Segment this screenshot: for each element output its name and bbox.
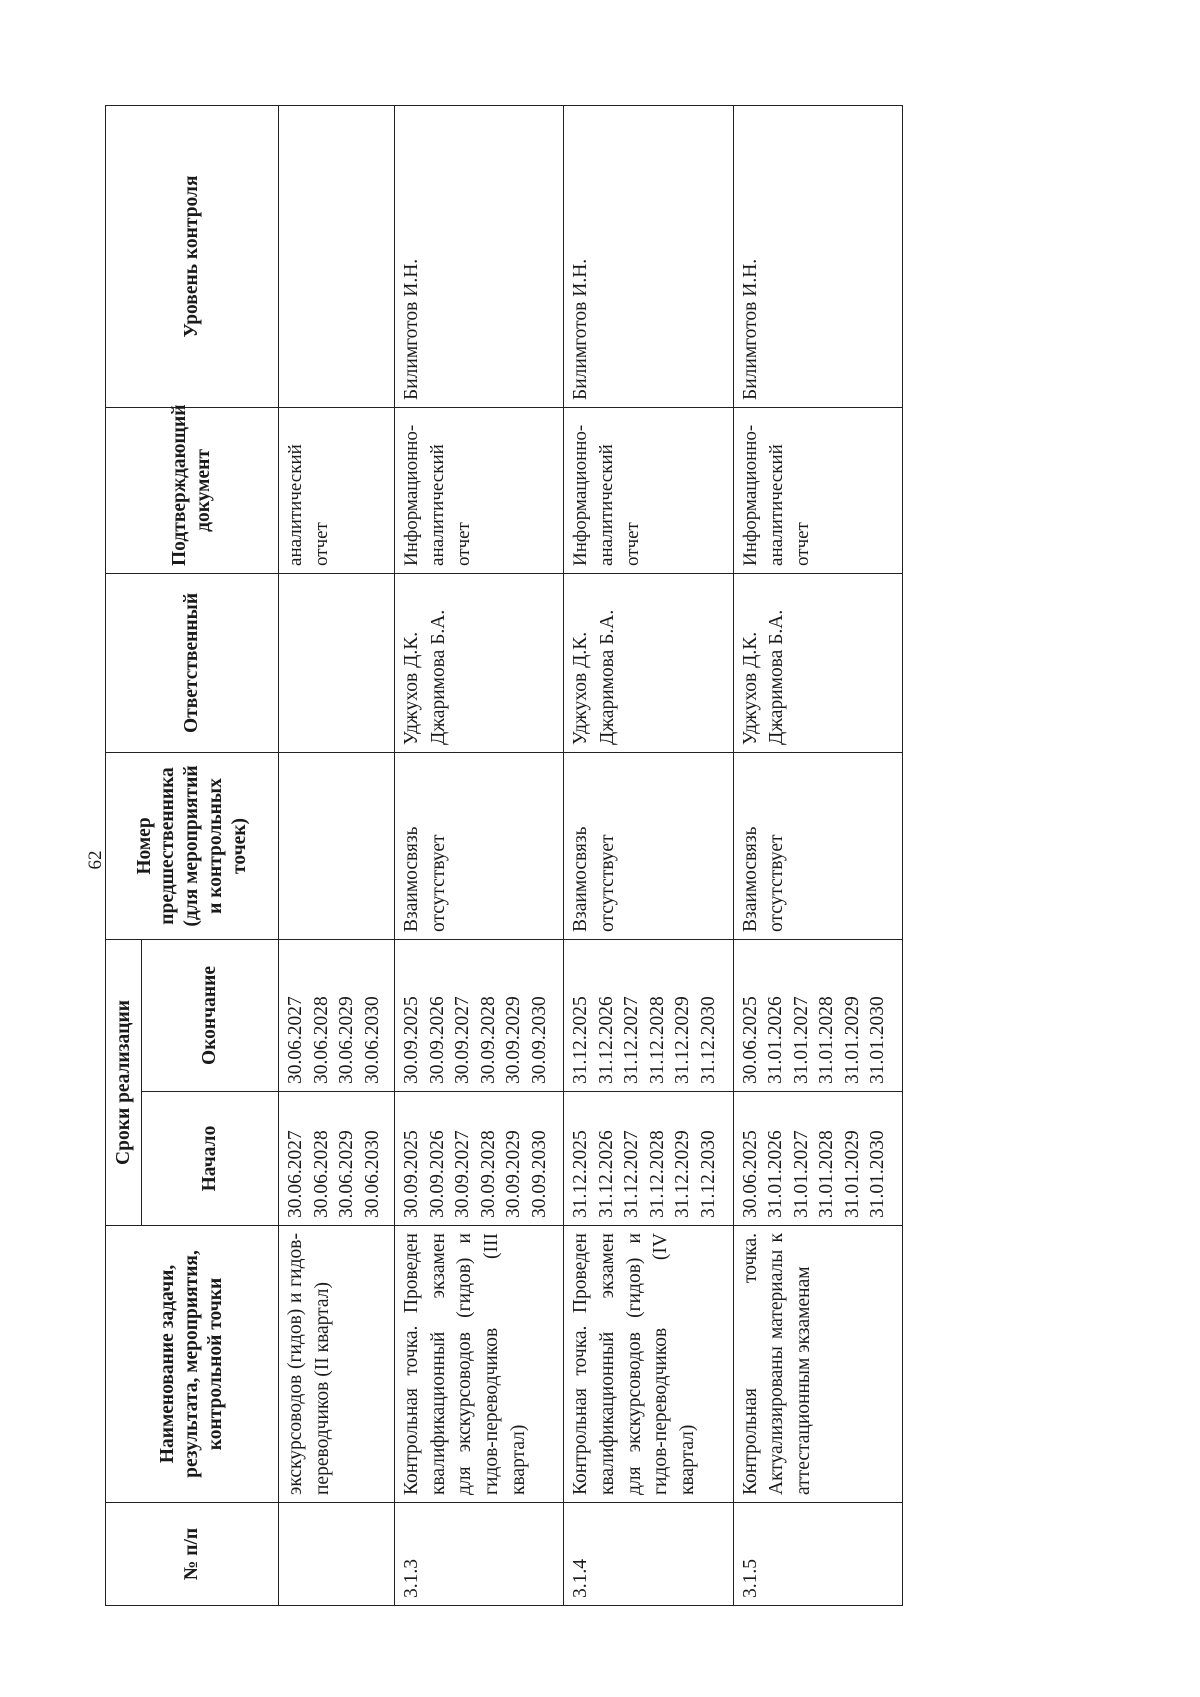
row-document: Информационно-аналитический отчет <box>564 407 733 573</box>
row-control <box>279 105 395 407</box>
table-row <box>395 105 564 1605</box>
end-date: 30.06.2027 <box>285 996 306 1084</box>
row-document: Информационно-аналитический отчет <box>733 407 902 573</box>
end-date: 31.12.2026 <box>595 996 617 1084</box>
start-date: 30.06.2025 <box>739 1130 761 1218</box>
end-date: 31.12.2030 <box>697 996 719 1084</box>
end-date: 30.09.2030 <box>528 996 550 1084</box>
end-date: 31.12.2029 <box>672 996 694 1084</box>
end-date: 31.12.2025 <box>570 996 592 1084</box>
row-document: Информационно-аналитический отчет <box>395 407 564 573</box>
start-date: 31.12.2030 <box>697 1130 719 1218</box>
table-body <box>279 105 903 1605</box>
end-date: 31.01.2026 <box>765 996 787 1084</box>
start-date: 31.12.2027 <box>621 1130 643 1218</box>
start-date: 31.12.2028 <box>646 1130 668 1218</box>
end-date: 30.06.2025 <box>739 996 761 1084</box>
header-control: Уровень контроля <box>106 105 279 407</box>
start-date: 30.09.2028 <box>477 1130 499 1218</box>
table-row <box>279 105 395 1605</box>
start-date: 30.06.2029 <box>336 1130 358 1218</box>
table-header-row <box>106 105 142 1605</box>
start-date: 31.01.2030 <box>867 1130 889 1218</box>
row-num: 3.1.4 <box>564 1503 733 1606</box>
row-name: Контрольная точка. Актуализированы материалы к аттестационным экзаменам <box>733 1226 902 1503</box>
end-date: 30.06.2030 <box>361 996 383 1084</box>
end-date: 31.01.2029 <box>841 996 863 1084</box>
row-start-dates <box>564 1092 733 1226</box>
table-row <box>564 105 733 1605</box>
end-date: 31.12.2027 <box>621 996 643 1084</box>
row-name: Контрольная точка. Проведен квалификационный экзамен для экскурсоводов (гидов) и гидов-переводчиков (IV квартал) <box>564 1226 733 1503</box>
start-date: 30.06.2028 <box>310 1130 332 1218</box>
row-predecessor: Взаимосвязь отсутствует <box>395 752 564 939</box>
end-date: 30.09.2027 <box>452 996 474 1084</box>
header-terms: Сроки реализации <box>106 939 142 1225</box>
end-date: 30.09.2026 <box>426 996 448 1084</box>
row-control: Билимготов И.Н. <box>733 105 902 407</box>
start-date: 31.12.2026 <box>595 1130 617 1218</box>
row-control: Билимготов И.Н. <box>564 105 733 407</box>
schedule-table <box>105 105 903 1606</box>
end-date: 30.06.2028 <box>310 996 332 1084</box>
row-start-dates <box>395 1092 564 1226</box>
row-end-dates <box>279 939 395 1091</box>
row-end-dates <box>395 939 564 1091</box>
header-name: Наименование задачи, результата, мероприятия, контрольной точки <box>106 1226 279 1503</box>
row-predecessor <box>279 752 395 939</box>
start-date: 31.12.2025 <box>570 1130 592 1218</box>
header-end: Окончание <box>142 939 279 1091</box>
table-row <box>733 105 902 1605</box>
header-predecessor: Номер предшественника (для мероприятий и контрольных точек) <box>106 752 279 939</box>
end-date: 31.01.2028 <box>816 996 838 1084</box>
row-document: аналитический отчет <box>279 407 395 573</box>
row-start-dates <box>279 1092 395 1226</box>
end-date: 30.09.2029 <box>503 996 525 1084</box>
start-date: 30.09.2029 <box>503 1130 525 1218</box>
header-start: Начало <box>142 1092 279 1226</box>
start-date: 30.09.2030 <box>528 1130 550 1218</box>
schedule-table-rotated <box>105 106 903 1606</box>
row-num <box>279 1503 395 1606</box>
end-date: 31.12.2028 <box>646 996 668 1084</box>
row-start-dates <box>733 1092 902 1226</box>
end-date: 30.09.2025 <box>401 996 423 1084</box>
row-responsible: Уджухов Д.К. Джаримова Б.А. <box>564 573 733 752</box>
start-date: 31.01.2029 <box>841 1130 863 1218</box>
end-date: 30.09.2028 <box>477 996 499 1084</box>
row-predecessor: Взаимосвязь отсутствует <box>733 752 902 939</box>
row-name: Контрольная точка. Проведен квалификационный экзамен для экскурсоводов (гидов) и гидов-переводчиков (III квартал) <box>395 1226 564 1503</box>
start-date: 30.09.2026 <box>426 1130 448 1218</box>
row-predecessor: Взаимосвязь отсутствует <box>564 752 733 939</box>
start-date: 31.01.2028 <box>816 1130 838 1218</box>
start-date: 31.01.2027 <box>790 1130 812 1218</box>
end-date: 31.01.2030 <box>867 996 889 1084</box>
header-responsible: Ответственный <box>106 573 279 752</box>
row-responsible <box>279 573 395 752</box>
start-date: 30.09.2025 <box>401 1130 423 1218</box>
page-number: 62 <box>85 850 106 870</box>
start-date: 30.06.2030 <box>361 1130 383 1218</box>
start-date: 31.12.2029 <box>672 1130 694 1218</box>
start-date: 30.06.2027 <box>285 1130 306 1218</box>
row-responsible: Уджухов Д.К. Джаримова Б.А. <box>395 573 564 752</box>
row-name: экскурсоводов (гидов) и гидов-переводчиков (II квартал) <box>279 1226 395 1503</box>
row-end-dates <box>564 939 733 1091</box>
end-date: 31.01.2027 <box>790 996 812 1084</box>
row-num: 3.1.3 <box>395 1503 564 1606</box>
row-responsible: Уджухов Д.К. Джаримова Б.А. <box>733 573 902 752</box>
start-date: 30.09.2027 <box>452 1130 474 1218</box>
row-num: 3.1.5 <box>733 1503 902 1606</box>
end-date: 30.06.2029 <box>336 996 358 1084</box>
header-document: Подтверждающий документ <box>106 407 279 573</box>
start-date: 31.01.2026 <box>765 1130 787 1218</box>
row-end-dates <box>733 939 902 1091</box>
header-num: № п/п <box>106 1503 279 1606</box>
row-control: Билимготов И.Н. <box>395 105 564 407</box>
